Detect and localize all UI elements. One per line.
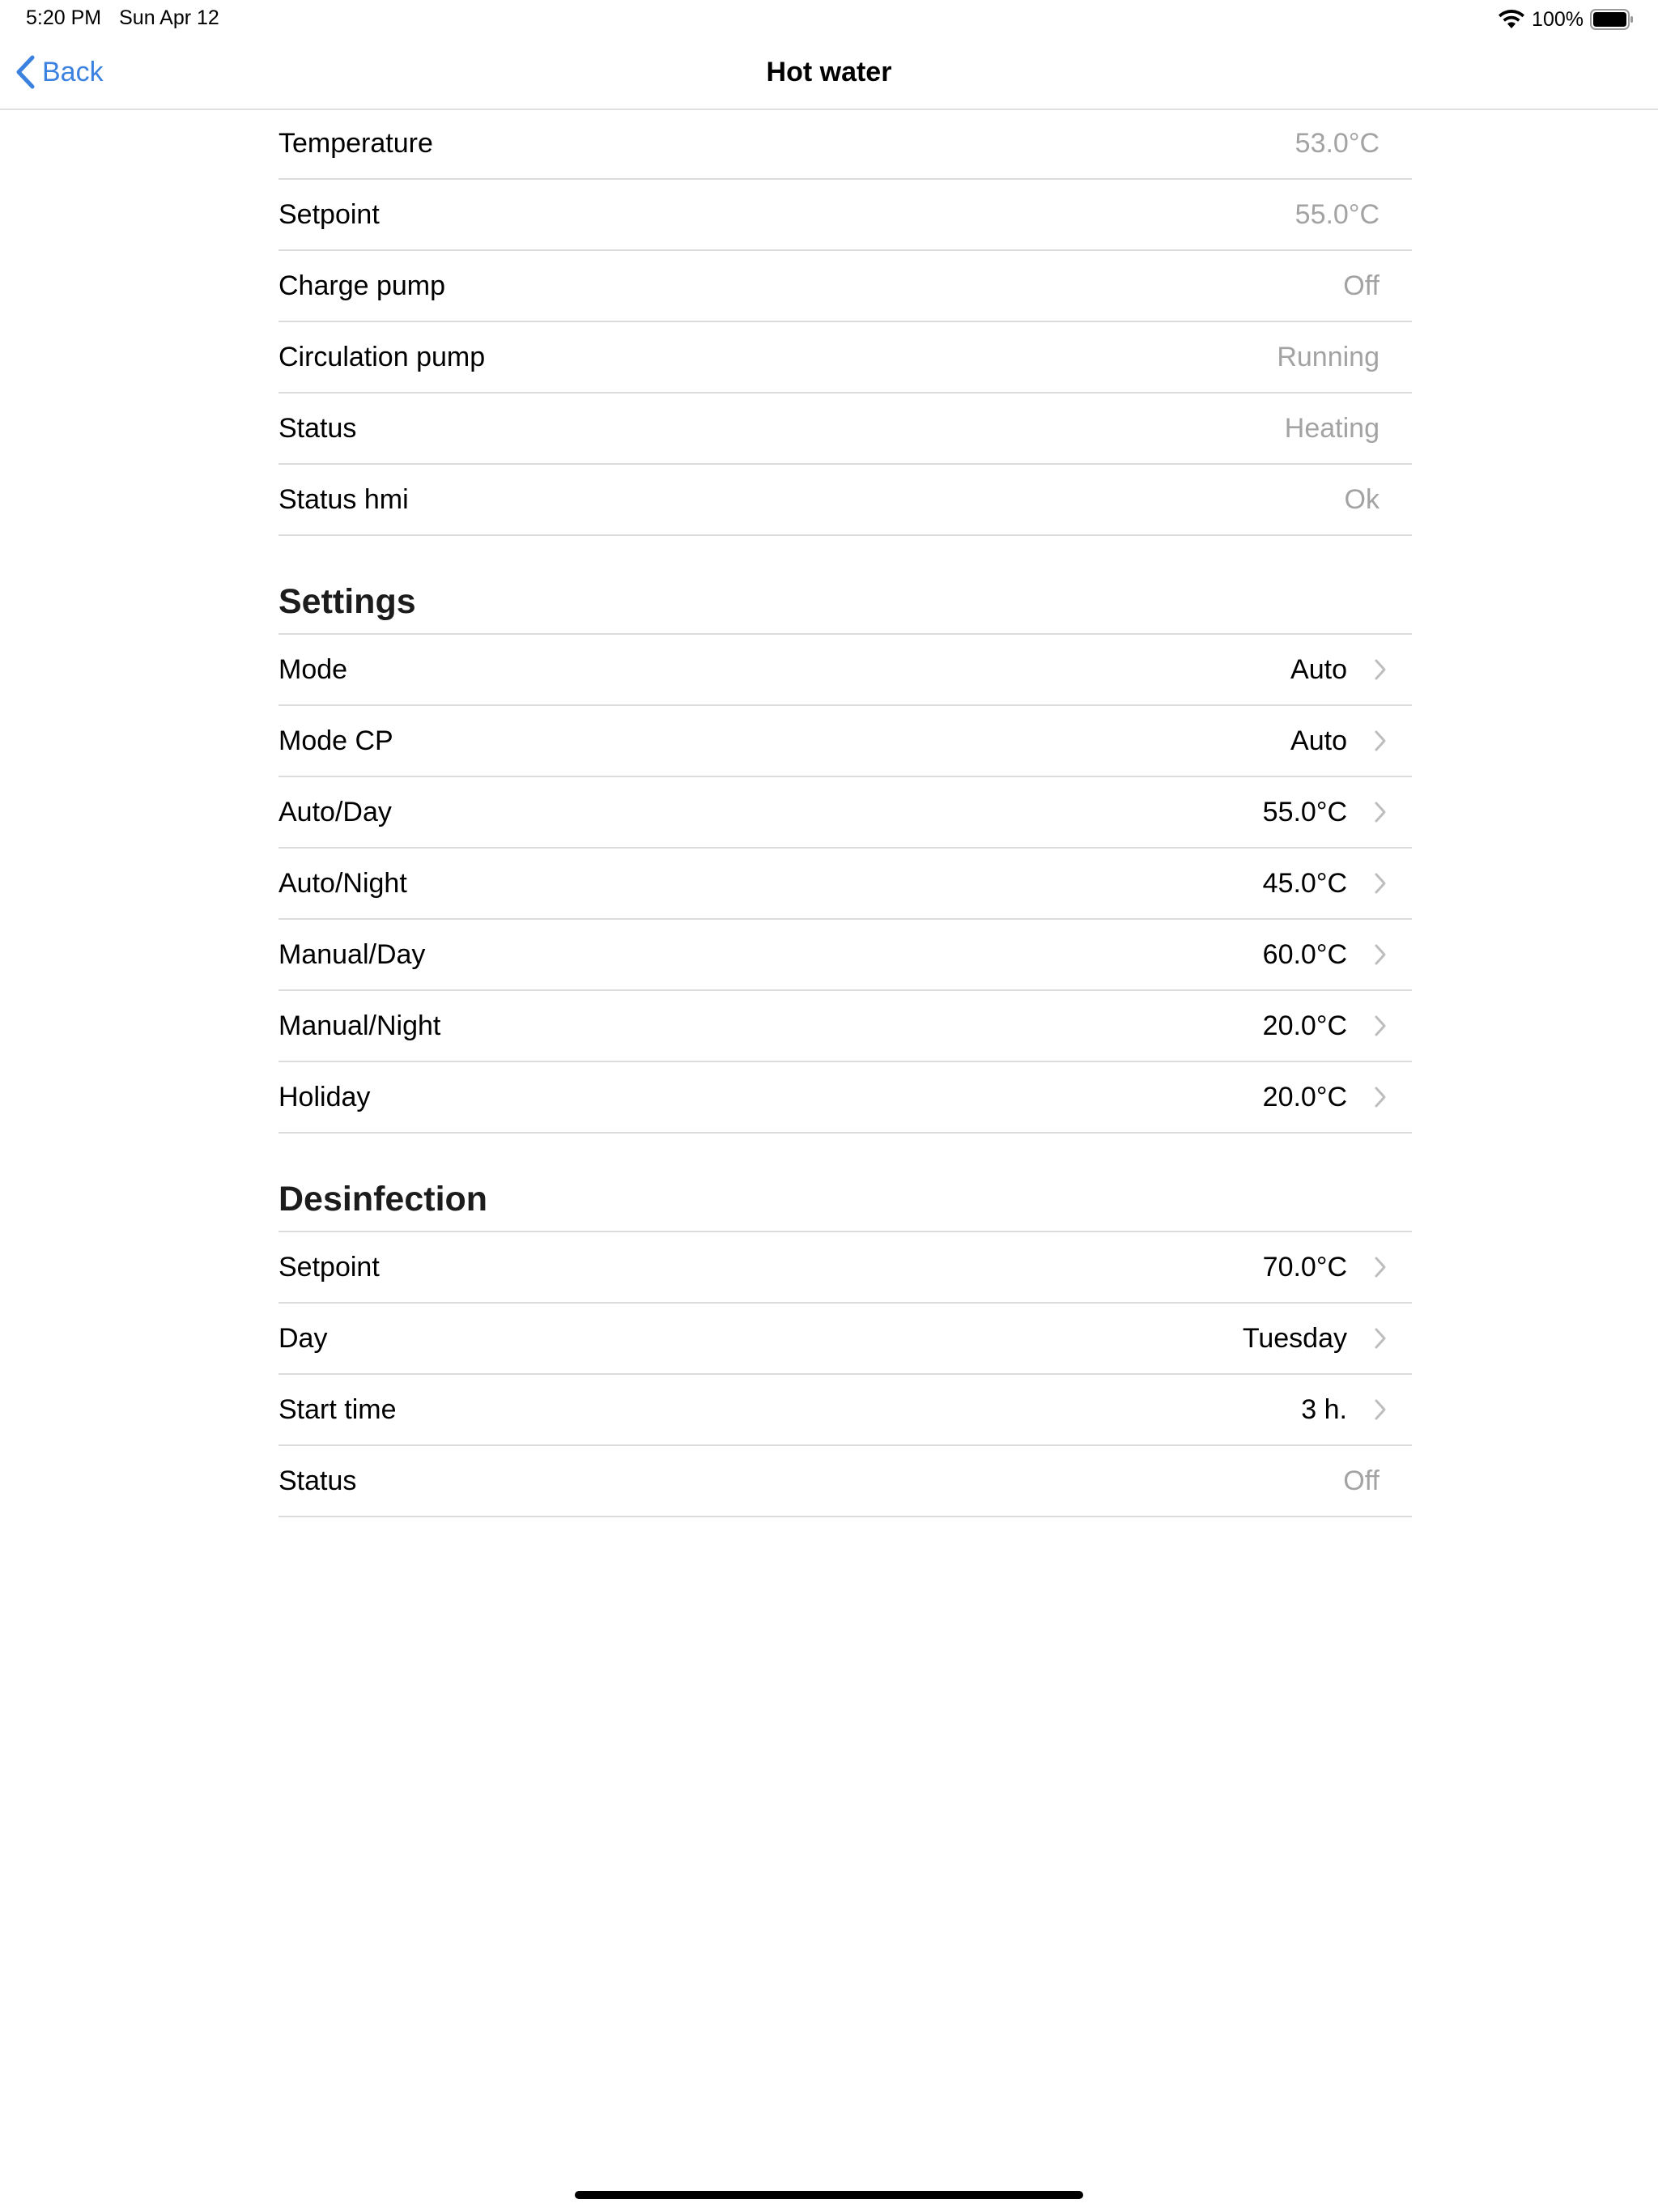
home-indicator[interactable] [575, 2191, 1083, 2199]
row-charge-pump [278, 251, 1412, 322]
chevron-right-icon [1373, 729, 1388, 753]
row-desinfection-status [278, 1446, 1412, 1517]
settings-section-header [278, 536, 1412, 635]
status-indicators [1498, 5, 1634, 34]
chevron-right-icon [1373, 1255, 1388, 1279]
chevron-right-icon [1373, 942, 1388, 967]
battery-percent: 100% [1532, 7, 1584, 31]
status-time-date [26, 6, 219, 30]
row-label: Mode [278, 653, 348, 685]
chevron-right-icon [1373, 1014, 1388, 1038]
row-circulation-pump [278, 322, 1412, 393]
row-value: Off [1343, 1465, 1380, 1496]
row-desinfection-setpoint[interactable] [278, 1232, 1412, 1304]
row-label: Charge pump [278, 270, 446, 301]
row-label: Mode CP [278, 725, 393, 756]
chevron-right-icon [1373, 1326, 1388, 1351]
hot-water-table [278, 108, 1412, 1517]
row-label: Status [278, 412, 357, 444]
row-label: Circulation pump [278, 341, 486, 372]
status-time: 5:20 PM [26, 6, 102, 29]
row-value: 20.0°C [1262, 1010, 1347, 1041]
row-label: Temperature [278, 127, 433, 159]
row-auto-day[interactable] [278, 777, 1412, 849]
row-value: Ok [1344, 483, 1380, 515]
row-holiday[interactable] [278, 1062, 1412, 1134]
wifi-icon [1498, 9, 1525, 30]
desinfection-section-header [278, 1134, 1412, 1232]
row-value: 55.0°C [1295, 198, 1380, 230]
row-label: Manual/Day [278, 938, 426, 970]
chevron-right-icon [1373, 871, 1388, 895]
row-value: Running [1277, 341, 1380, 372]
row-setpoint [278, 180, 1412, 251]
row-status [278, 393, 1412, 465]
row-value: 45.0°C [1262, 867, 1347, 899]
row-desinfection-start-time[interactable] [278, 1375, 1412, 1446]
chevron-right-icon [1373, 1085, 1388, 1109]
row-label: Status [278, 1465, 357, 1496]
row-manual-night[interactable] [278, 991, 1412, 1062]
row-mode[interactable] [278, 635, 1412, 706]
row-value: 55.0°C [1262, 796, 1347, 827]
row-value: Auto [1290, 725, 1347, 756]
row-mode-cp[interactable] [278, 706, 1412, 777]
row-label: Day [278, 1322, 328, 1354]
row-auto-night[interactable] [278, 849, 1412, 920]
row-label: Auto/Night [278, 867, 407, 899]
status-bar [0, 0, 1658, 39]
row-label: Auto/Day [278, 796, 392, 827]
row-value: Auto [1290, 653, 1347, 685]
row-value: 53.0°C [1295, 127, 1380, 159]
row-manual-day[interactable] [278, 920, 1412, 991]
row-desinfection-day[interactable] [278, 1304, 1412, 1375]
section-title: Desinfection [278, 1180, 488, 1219]
row-label: Holiday [278, 1081, 371, 1112]
row-value: 70.0°C [1262, 1251, 1347, 1283]
row-value: Off [1343, 270, 1380, 301]
row-label: Status hmi [278, 483, 409, 515]
chevron-right-icon [1373, 657, 1388, 682]
row-label: Start time [278, 1393, 397, 1425]
page-title: Hot water [766, 57, 892, 87]
chevron-right-icon [1373, 800, 1388, 824]
row-value: 20.0°C [1262, 1081, 1347, 1112]
row-value: Tuesday [1242, 1322, 1347, 1354]
row-temperature [278, 108, 1412, 180]
row-value: 60.0°C [1262, 938, 1347, 970]
row-value: 3 h. [1301, 1393, 1347, 1425]
navigation-bar [0, 39, 1658, 110]
row-label: Setpoint [278, 1251, 380, 1283]
row-label: Manual/Night [278, 1010, 441, 1041]
section-title: Settings [278, 582, 416, 621]
row-label: Setpoint [278, 198, 380, 230]
back-label: Back [42, 56, 104, 87]
row-status-hmi [278, 465, 1412, 536]
row-value: Heating [1284, 412, 1380, 444]
chevron-right-icon [1373, 1397, 1388, 1422]
battery-icon [1590, 9, 1634, 30]
status-date: Sun Apr 12 [119, 6, 219, 29]
